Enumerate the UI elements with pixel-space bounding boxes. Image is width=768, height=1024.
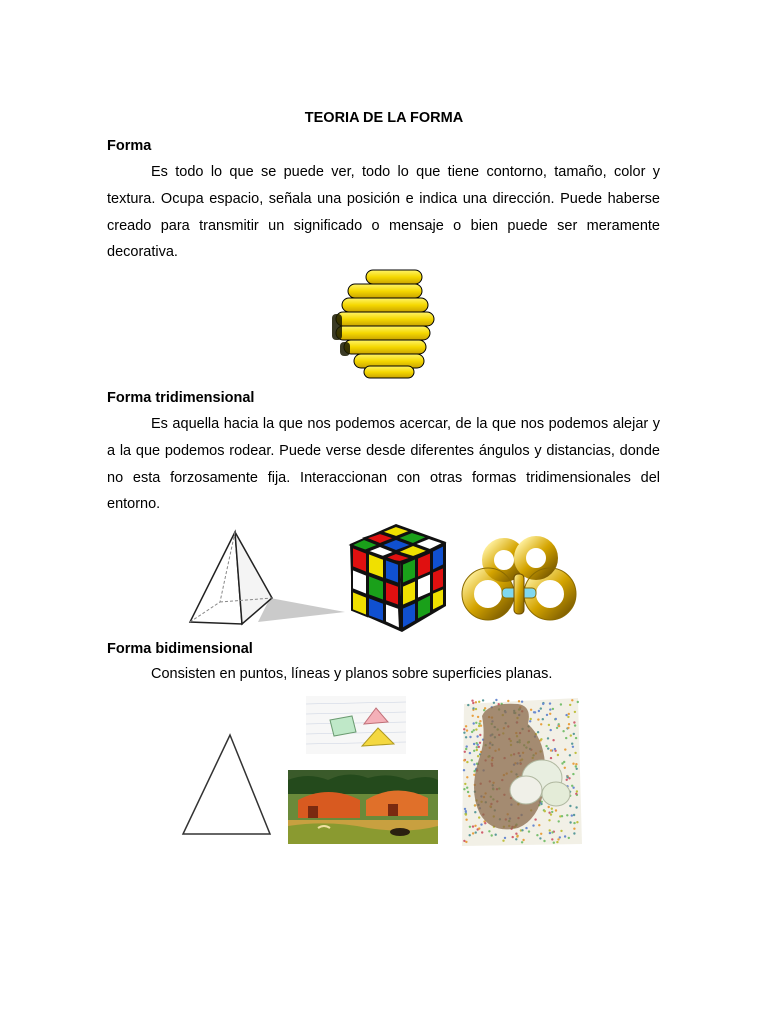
- section-paragraph-forma: Es todo lo que se puede ver, todo lo que tiene contorno, tamaño, color y textura. Ocupa espacio, señala una posición e indica una dirección. Puede haberse creado para transmitir un significado o mensaje o bien puede ser meramente decorativa.: [107, 164, 660, 261]
- section-heading-forma: Forma: [107, 138, 152, 154]
- section-paragraph-bidimensional: Consisten en puntos, líneas y planos sobre superficies planas.: [151, 666, 553, 682]
- rubiks-cube-image: [346, 522, 450, 634]
- gold-knot-image: [458, 534, 580, 632]
- triangle-outline-image: [180, 732, 275, 838]
- pointillist-still-life-image: [458, 694, 584, 850]
- yellow-3d-shape-image: [330, 268, 438, 382]
- section-heading-tridimensional: Forma tridimensional: [107, 390, 255, 406]
- document-title: TEORIA DE LA FORMA: [304, 110, 464, 126]
- pyramid-image: [180, 528, 345, 628]
- section-heading-bidimensional: Forma bidimensional: [107, 641, 253, 657]
- painting-image: [288, 770, 438, 844]
- section-paragraph-tridimensional: Es aquella hacia la que nos podemos acercar, de la que nos podemos alejar y a la que podemos rodear. Puede verse desde diferentes ángulos y distancias, donde no esta forzosamente fija. Interaccionan con otras formas tridimensionales del entorno.: [107, 416, 660, 513]
- colored-shapes-image: [306, 696, 406, 754]
